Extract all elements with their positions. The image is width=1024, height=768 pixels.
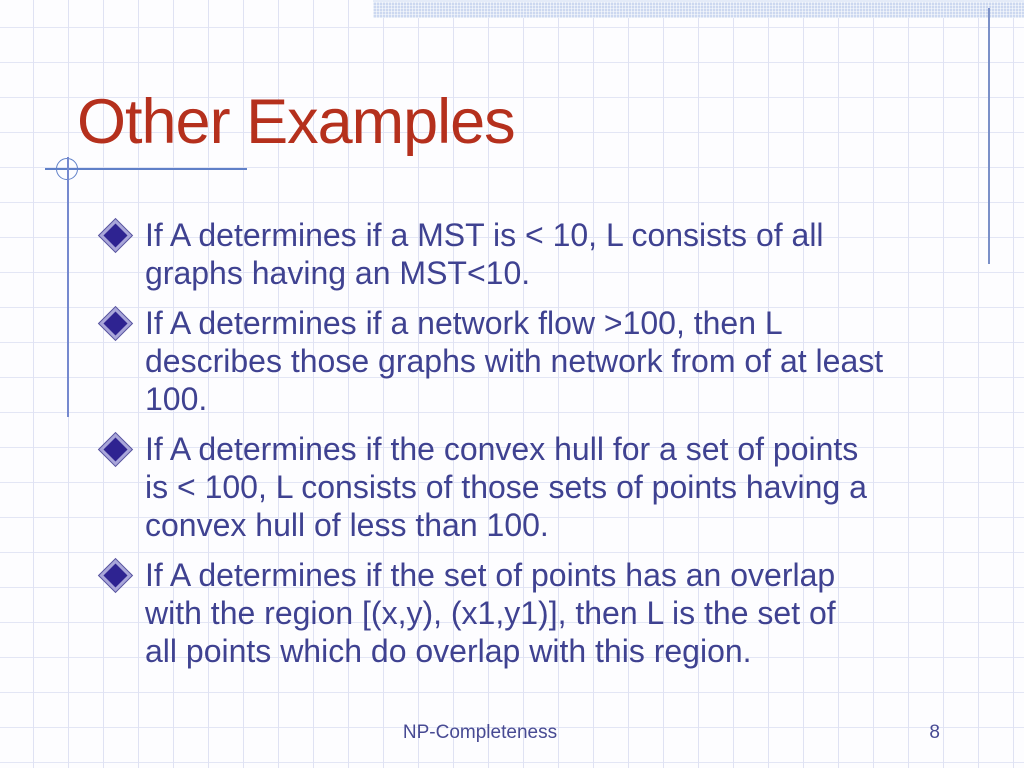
bullet-text-line: If A determines if a MST is < 10, L consists of all bbox=[145, 217, 824, 253]
bullet-text-line: describes those graphs with network from of at least bbox=[145, 343, 884, 379]
bullet-text-line: with the region [(x,y), (x1,y1)], then L is the set of bbox=[145, 595, 836, 631]
left-decorative-line bbox=[67, 157, 69, 417]
bullet-text-line: If A determines if the convex hull for a set of points bbox=[145, 431, 859, 467]
diamond-bullet-icon bbox=[103, 223, 127, 247]
bullet-text-line: all points which do overlap with this region. bbox=[145, 633, 752, 669]
diamond-bullet-icon bbox=[103, 437, 127, 461]
bullet-text-line: graphs having an MST<10. bbox=[145, 255, 531, 291]
bullet-text-line: convex hull of less than 100. bbox=[145, 507, 549, 543]
bullet-text-line: 100. bbox=[145, 381, 208, 417]
top-decorative-band bbox=[373, 0, 1024, 18]
bullet-text-line: If A determines if the set of points has an overlap bbox=[145, 557, 836, 593]
bullet-item bbox=[100, 430, 960, 544]
bullet-list bbox=[100, 216, 960, 682]
page-number: 8 bbox=[929, 722, 940, 743]
bullet-text bbox=[145, 430, 867, 544]
bullet-text-line: is < 100, L consists of those sets of points having a bbox=[145, 469, 867, 505]
diamond-bullet-icon bbox=[103, 311, 127, 335]
bullet-item bbox=[100, 556, 960, 670]
bullet-text bbox=[145, 556, 836, 670]
bullet-text bbox=[145, 216, 824, 292]
bullet-item bbox=[100, 216, 960, 292]
footer-title: NP-Completeness bbox=[402, 722, 558, 743]
right-decorative-line bbox=[988, 8, 990, 264]
diamond-bullet-icon bbox=[103, 563, 127, 587]
bullet-item bbox=[100, 304, 960, 418]
bullet-text bbox=[145, 304, 883, 418]
slide-title: Other Examples bbox=[77, 87, 515, 157]
bullet-text-line: If A determines if a network flow >100, then L bbox=[145, 305, 783, 341]
